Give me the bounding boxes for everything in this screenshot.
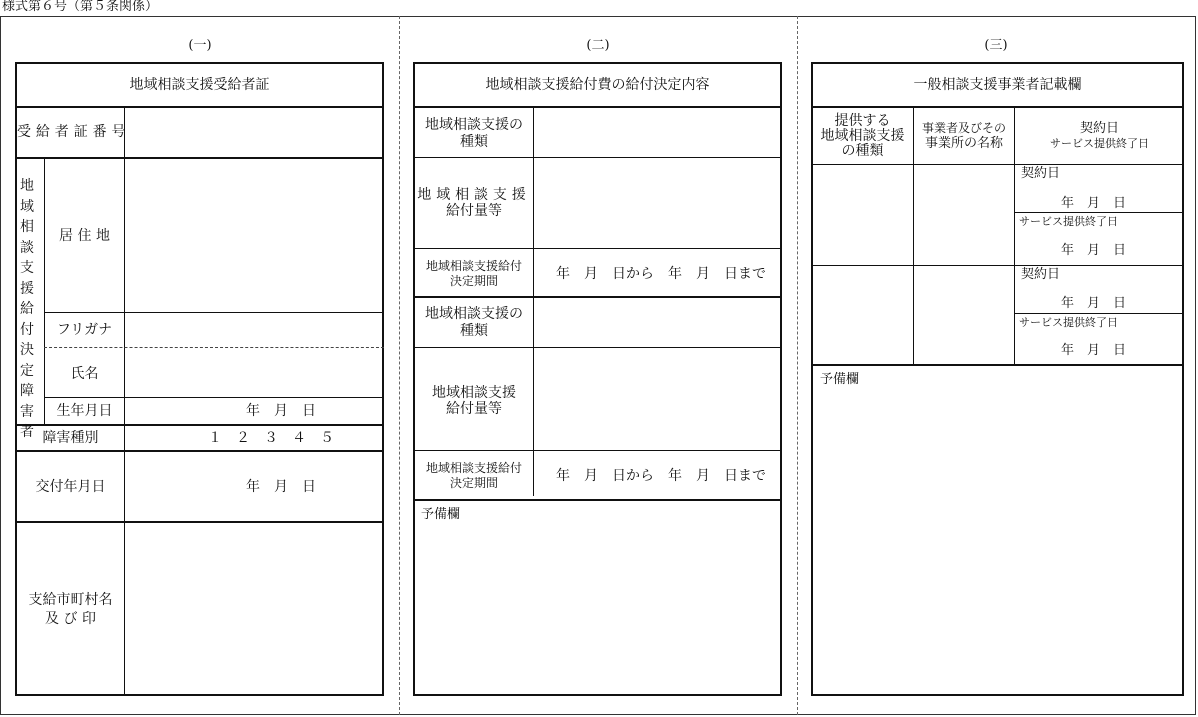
col-provider-name-2: 事業所の名称: [924, 136, 1003, 151]
service-type-label-1b: 地域相談支援の: [425, 306, 523, 322]
decision-period-value-b: 年 月 日から 年 月 日まで: [556, 468, 766, 484]
remarks-label-3: 予備欄: [820, 372, 860, 387]
form-number: 様式第６号（第５条関係）: [2, 0, 159, 14]
disability-type-label: 障害種別: [42, 430, 99, 446]
benefit-amount-label-2: 給付量等: [446, 203, 502, 219]
service-type-label-2: 種類: [460, 134, 488, 150]
decision-period-label-2b: 決定期間: [449, 476, 498, 490]
service-type-label-1: 地域相談支援の: [425, 117, 523, 133]
decision-period-label-1: 地域相談支援給付: [425, 259, 522, 273]
address-label: 居 住 地: [59, 228, 110, 244]
col-provider-name-1: 事業者及びその: [921, 121, 1006, 135]
benefit-amount-label-2b: 給付量等: [446, 401, 502, 417]
col-service-type-2: 地域相談支援: [820, 128, 905, 144]
col-contract-date-1: 契約日: [1079, 121, 1119, 136]
fold-line-2: [797, 16, 798, 715]
contract-date-value-1: 年 月 日: [1061, 196, 1127, 211]
issue-date-label: 交付年月日: [35, 479, 106, 495]
end-date-value-2: 年 月 日: [1061, 343, 1127, 358]
fold-line-1: [399, 16, 400, 715]
section3-number: (三): [984, 38, 1008, 53]
disability-type-values: １ ２ ３ ４ ５: [208, 430, 334, 446]
decision-title: 地域相談支援給付費の給付決定内容: [485, 77, 710, 93]
end-date-value-1: 年 月 日: [1061, 243, 1127, 258]
contract-date-value-2: 年 月 日: [1061, 296, 1127, 311]
dob-label: 生年月日: [56, 403, 113, 419]
seal-label: 及 び 印: [45, 611, 96, 627]
contract-date-label-2: 契約日: [1021, 267, 1061, 282]
municipality-label: 支給市町村名: [28, 592, 113, 608]
recipient-side-label: 地域相談支援給付決定障害者: [20, 178, 34, 440]
end-date-label-2: サービス提供終了日: [1019, 316, 1118, 329]
section2-number: (二): [586, 38, 610, 53]
decision-period-value: 年 月 日から 年 月 日まで: [556, 266, 766, 282]
certificate-title: 地域相談支援受給者証: [129, 77, 270, 93]
cert-no-label: 受給者証番号: [17, 124, 131, 140]
decision-period-label-1b: 地域相談支援給付: [425, 461, 522, 475]
section1-number: (一): [188, 38, 212, 53]
service-type-label-2b: 種類: [460, 323, 488, 339]
col-service-type-1: 提供する: [834, 113, 891, 129]
contract-date-label-1: 契約日: [1021, 166, 1061, 181]
decision-period-label-2: 決定期間: [449, 274, 498, 288]
col-contract-date-2: サービス提供終了日: [1050, 137, 1149, 150]
provider-title: 一般相談支援事業者記載欄: [913, 77, 1082, 93]
name-label: 氏名: [70, 366, 99, 382]
issue-date-value: 年 月 日: [246, 479, 316, 495]
col-service-type-3: の種類: [841, 143, 884, 159]
benefit-amount-label-1b: 地域相談支援: [432, 385, 516, 401]
end-date-label-1: サービス提供終了日: [1019, 215, 1118, 228]
remarks-label-2: 予備欄: [421, 507, 461, 522]
benefit-amount-label-1: 地域相談支援: [417, 187, 531, 203]
dob-value: 年 月 日: [246, 403, 316, 419]
furigana-label: フリガナ: [56, 322, 113, 338]
